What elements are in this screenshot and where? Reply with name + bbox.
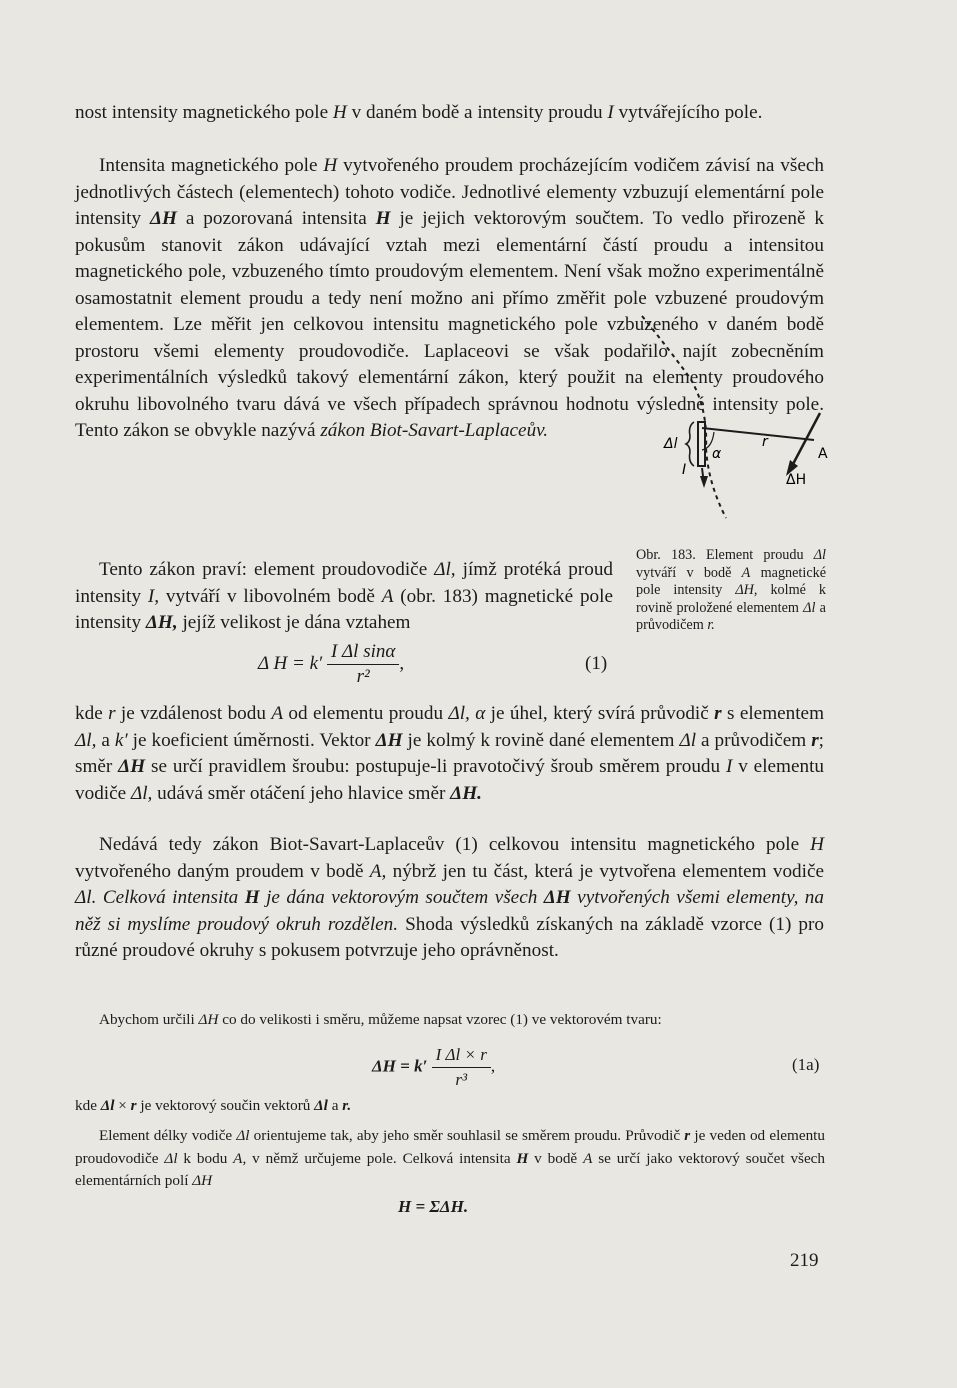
r-vector [702,428,814,440]
small-paragraph-2: kde Δl × r je vektorový součin vektorů Δl a r. [75,1097,352,1114]
formula-1-number: (1) [585,653,608,674]
label-alpha: α [712,446,722,462]
formula-1a: ΔH = k′ $\frac{\text{I Δl × r}}{\text{r³}}$ , [372,1043,495,1092]
page-number: 219 [790,1250,819,1271]
biot-savart-diagram [628,308,828,528]
paragraph-4: kde r je vzdálenost bodu A od elementu proudu Δl, α je úhel, který svírá průvodič r s elementem Δl, a k′ je koeficient úměrnosti. Vektor ΔH je kolmý k rovině dané elementem Δl a průvodičem r; směr ΔH se určí pravidlem šroubu: postupuje-li pravotočivý šroub směrem proudu I v elementu vodiče Δl, udává směr otáčení jeho hlavice směr ΔH. [75,703,825,804]
fraction: $\frac{\text{I Δl × r}}{\text{r³}}$ [432,1043,491,1092]
fraction: $\frac{\text{I Δl sinα}}{\text{r²}}$ [327,640,399,689]
paragraph-1: nost intensity magnetického pole H v daném bodě a intensity proudu I vytvářejícího pole. [75,102,763,123]
label-delta-h: ΔH [786,472,807,488]
small-paragraph-3: Element délky vodiče Δl orientujeme tak, aby jeho směr souhlasil se směrem proudu. Průvodič r je veden od elementu proudovodiče Δl k bodu A, v němž určujeme pole. Celková intensita H v bodě A se určí jako vektorový součet všech elementárních polí ΔH [75,1127,826,1189]
label-delta-l: Δl [664,436,678,452]
dh-vector [792,413,820,466]
label-current-i: I [682,462,687,478]
conductor-curve [642,316,726,518]
paragraph-5: Nedává tedy zákon Biot-Savart-Laplaceův (1) celkovou intensitu magnetického pole H vytvořeného daným proudem v bodě A, nýbrž jen tu část, která je vytvořena elementem vodiče Δl. Celková intensita H je dána vektorovým součtem všech ΔH vytvořených všemi elementy, na něž si myslíme proudový okruh rozdělen. Shoda výsledků získaných na základě vzorce (1) pro různé proudové okruhy s pokusem potvrzuje jeho oprávněnost. [75,834,824,961]
figure-183 [628,308,828,533]
current-arrowhead [700,476,708,488]
figure-caption: Obr. 183. Element proudu Δl vytváří v bodě A magnetické pole intensity ΔH, kolmé k rovině proložené elementem Δl a průvodičem r. [636,547,827,634]
brace [686,422,694,466]
paragraph-2: Intensita magnetického pole H vytvořeného proudem procházejícím vodičem závisí na všech jednotlivých částech (elementech) tohoto vodiče. Jednotlivé elementy vzbuzují elementární pole intensity ΔH a pozorovaná intensita H je jejich vektorovým součtem. To vedlo přirozeně k pokusům stanovit zákon udávající vztah mezi elementární částí proudu a intensitou magnetického pole, vzbuzeného tímto proudovým elementem. Není však možno experimentálně osamostatnit element proudu a tedy není možno ani přímo změřit pole vzbuzené proudovým elementem. Lze měřit jen celkovou intensitu magnetického pole vzbuzeného v daném bodě prostoru všemi elementy proudovodiče. Laplaceovi se však podařilo najít zobecněním experimentálních výsledků takový elementární zákon, který použit na elementy proudového okruhu libovolného tvaru dává ve všech případech správnou hodnotu výsledné intensity pole. Tento zákon se obvykle nazývá zákon Biot-Savart-Laplaceův. [75,155,824,441]
formula-total: H = ΣΔH. [398,1197,469,1216]
formula-1: Δ H = k′ $\frac{\text{I Δl sinα}}{\text{r²}}$ , [258,641,405,687]
formula-1a-number: (1a) [792,1055,820,1074]
label-r: r [762,434,768,450]
paragraph-3: Tento zákon praví: element proudovodiče Δl, jímž protéká proud intensity I, vytváří v libovolném bodě A (obr. 183) magnetické pole intensity ΔH, jejíž velikost je dána vztahem [75,559,614,633]
label-point-a: A [818,446,828,462]
small-paragraph-1: Abychom určili ΔH co do velikosti i směru, můžeme napsat vzorec (1) ve vektorovém tvaru: [99,1011,662,1028]
